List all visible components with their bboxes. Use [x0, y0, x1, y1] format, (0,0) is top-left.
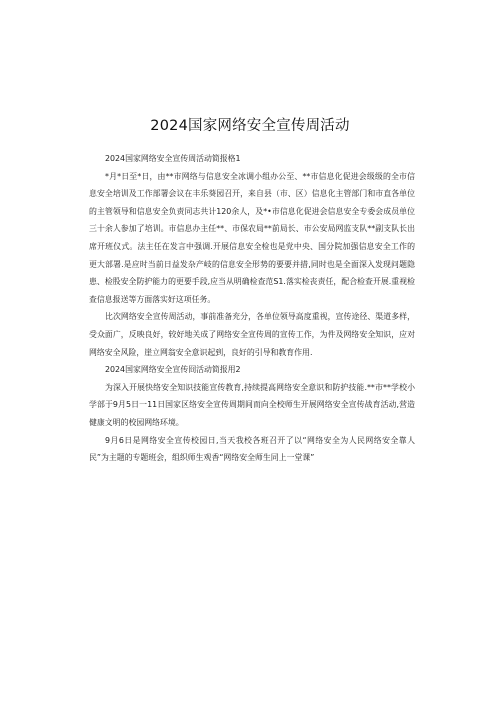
body-paragraph-2: 比次网络安全宣传周活动，事前准备充分，各单位领导高度重视，宣传途径、渠道多样，受众面广，反映良好，较好地关成了网络安全宣传周的宣传工作，为件及网络安全知识，应对网络安全风险，崖立网翁安全意识起到，良好的引导和教育作用.	[89, 312, 415, 357]
body-paragraph-1: *月*日至*日，由**市网络与信息安全冰调小组办公至、**市信息化促进会级级的全市信息安全培训及工作部署会议在丰乐葵园召开，来自县（市、区）信息化主管部门和市直各单位的主管领导和信息安全负责同志共计120余人，及*•市信息化促进会信息安全专委会成员单位三十余人参加了培训。市信息办主任**、市保农局**前局长、市公安局网监支队**副支队长出席开班仪式。法主任在发言中强调.开展信息安全检也是党中央、国分院加强信息安全工作的更大部署.是应时当前日益发杂产岐的信息安全形势的要要并措,同时也是全面深入发现问题隐患、检股安全防护能力的更要手段,应当从明确检查范S1.落实检丧责任，配合检查开展.重视检查信息报送等方面落实好这项任务。	[89, 171, 415, 304]
document-title: 2024国家网络安全宣传周活动	[150, 118, 350, 134]
report-heading-1: 2024国家网络安全宣传周活动简报格1	[105, 154, 241, 163]
document-body	[89, 150, 415, 467]
report-heading-2: 2024国家网络安全宣传冏活动简报用2	[105, 365, 241, 375]
body-paragraph-3: 为深入开展快络安全知识技能宣传教育,持续提高网络安全意识和防护技能.**市**学校小学部于9月5日一11日国家区络安全宣传周期间而向全校师生开展网络安全宣传战育活动,营造健康文明的校园网络环境。	[89, 382, 415, 427]
body-paragraph-4: 9月6日是网络安全宣传校园日,当天我校各班召开了以“网络安全为人民网络安全靠人民”为主题的专题班会，组织师生观香“网络安全师生同上一堂课”	[89, 435, 415, 463]
